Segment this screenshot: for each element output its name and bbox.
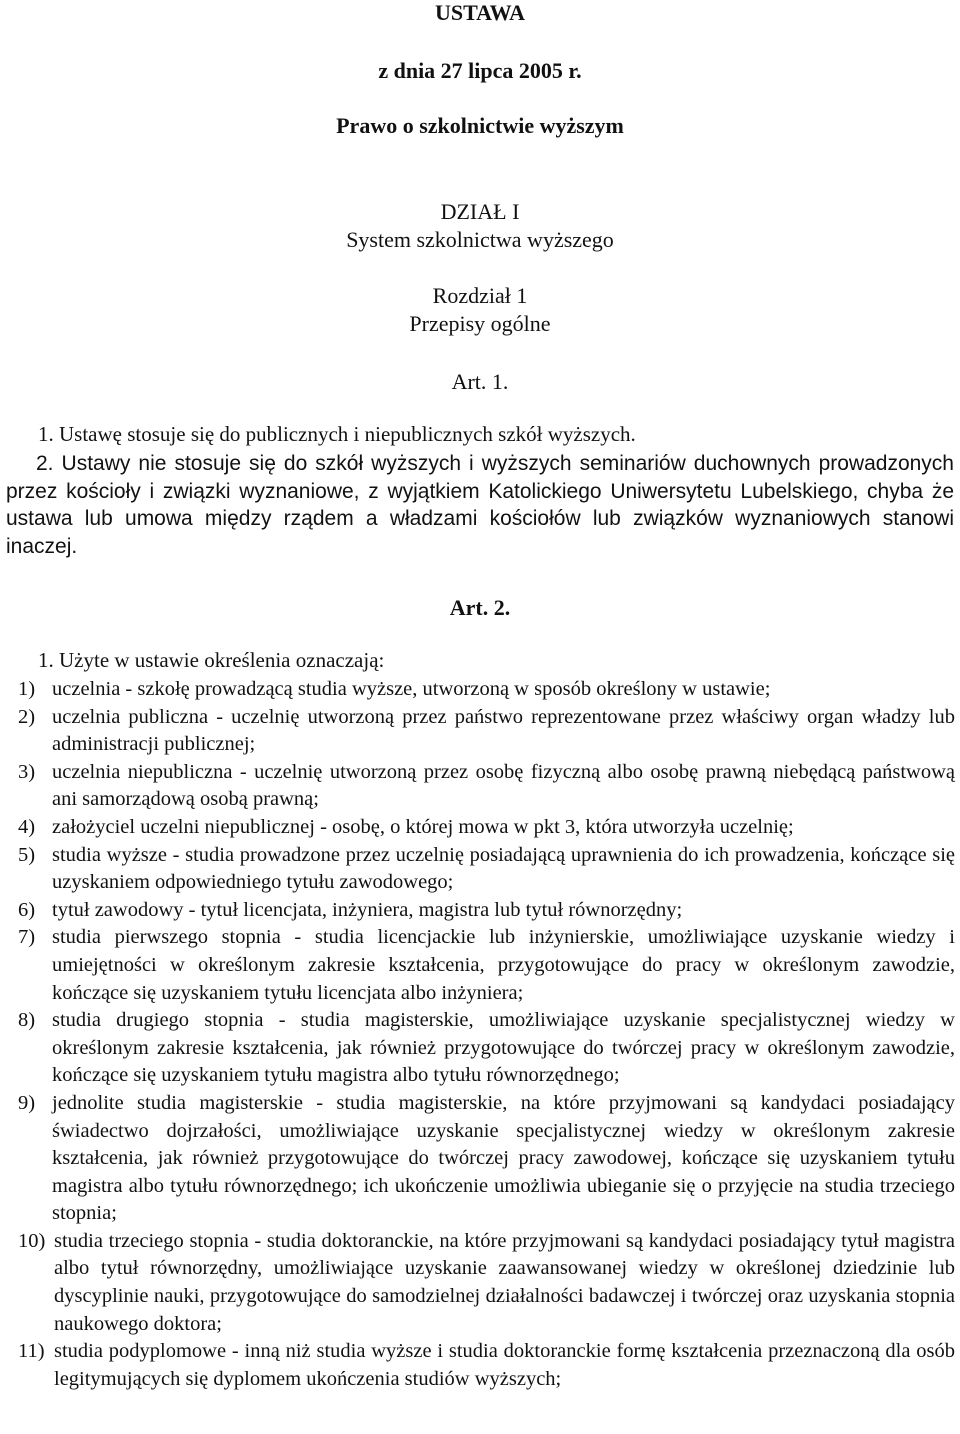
item-text: uczelnia publiczna - uczelnię utworzoną przez państwo reprezentowane przez właściwy organ władzy lub administracji publicznej; bbox=[52, 705, 955, 756]
item-number: 11) bbox=[18, 1340, 45, 1363]
definitions-list bbox=[18, 676, 955, 1393]
division-title: System szkolnictwa wyższego bbox=[346, 227, 614, 252]
article-1-heading: Art. 1. bbox=[451, 369, 509, 394]
item-number: 9) bbox=[18, 1091, 36, 1114]
act-name: Prawo o szkolnictwie wyższym bbox=[336, 113, 624, 138]
definition-item bbox=[18, 759, 955, 814]
definition-item bbox=[18, 1228, 955, 1338]
item-text: uczelnia niepubliczna - uczelnię utworzoną przez osobę fizyczną albo osobę prawną niebędącą państwową ani samorządową osobą prawną; bbox=[52, 760, 955, 811]
item-text: studia drugiego stopnia - studia magisterskie, umożliwiające uzyskanie specjalistycznej wiedzy w określonym zakresie kształcenia, jak również przygotowujące do twórczej pracy w określonym zawodzie, kończące się uzyskaniem tytułu magistra albo tytułu równorzędnego; bbox=[52, 1009, 955, 1087]
item-number: 5) bbox=[18, 843, 36, 866]
item-number: 8) bbox=[18, 1009, 36, 1032]
item-text: studia pierwszego stopnia - studia licencjackie lub inżynierskie, umożliwiające uzyskanie wiedzy i umiejętności w określonym zakresie kształcenia, przygotowujące do pracy w określonym zawodzie, kończące się uzyskaniem tytułu licencjata albo inżyniera; bbox=[52, 926, 955, 1004]
definition-item bbox=[18, 1338, 955, 1393]
definition-item bbox=[18, 704, 955, 759]
document-date: z dnia 27 lipca 2005 r. bbox=[378, 58, 582, 83]
article-2-intro: 1. Użyte w ustawie określenia oznaczają: bbox=[38, 648, 385, 672]
chapter-heading: Rozdział 1 bbox=[432, 283, 528, 308]
definition-item bbox=[18, 676, 955, 704]
article-1-paragraph-2: 2. Ustawy nie stosuje się do szkół wyższych i wyższych seminariów duchownych prowadzonych przez kościoły i związki wyznaniowe, z wyjątkiem Katolickiego Uniwersytetu Lubelskiego, chyba że ustawa lub umowa między rządem a władzami kościołów lub związków wyznaniowych stanowi inaczej. bbox=[6, 452, 954, 558]
item-text: założyciel uczelni niepublicznej - osobę, o której mowa w pkt 3, która utworzyła uczelnię; bbox=[52, 815, 794, 838]
division-heading: DZIAŁ I bbox=[440, 199, 520, 224]
item-text: jednolite studia magisterskie - studia magisterskie, na które przyjmowani są kandydaci posiadający świadectwo dojrzałości, umożliwiające uzyskanie specjalistycznej wiedzy w określonym zakresie kształcenia, jak również przygotowujące do twórczej pracy zawodowej, kończące się uzyskaniem tytułu magistra albo tytułu równorzędnego; ich ukończenie umożliwia ubieganie się o przyjęcie na studia trzeciego stopnia; bbox=[52, 1091, 955, 1225]
item-text: studia trzeciego stopnia - studia doktoranckie, na które przyjmowani są kandydaci posiadający tytuł magistra albo tytuł równorzędny, umożliwiające uzyskanie zaawansowanej wiedzy w określonej dziedzinie lub dyscyplinie nauki, przygotowujące do samodzielnej działalności badawczej i twórczej oraz uzyskania stopnia naukowego doktora; bbox=[54, 1229, 955, 1335]
item-number: 3) bbox=[18, 760, 36, 783]
item-text: tytuł zawodowy - tytuł licencjata, inżyniera, magistra lub tytuł równorzędny; bbox=[52, 898, 683, 921]
item-number: 7) bbox=[18, 926, 36, 949]
definition-item bbox=[18, 1007, 955, 1090]
item-text: studia podyplomowe - inną niż studia wyższe i studia doktoranckie formę kształcenia przeznaczoną dla osób legitymujących się dyplomem ukończenia studiów wyższych; bbox=[54, 1340, 955, 1390]
document-title: USTAWA bbox=[434, 0, 526, 25]
definition-item bbox=[18, 814, 955, 842]
item-number: 2) bbox=[18, 705, 36, 728]
definition-item bbox=[18, 924, 955, 1007]
item-number: 4) bbox=[18, 815, 36, 838]
article-1-paragraph-1: 1. Ustawę stosuje się do publicznych i niepublicznych szkół wyższych. bbox=[38, 422, 636, 446]
item-number: 1) bbox=[18, 678, 36, 700]
definition-item bbox=[18, 1090, 955, 1228]
item-text: studia wyższe - studia prowadzone przez uczelnię posiadającą uprawnienia do ich prowadzenia, kończące się uzyskaniem odpowiedniego tytułu zawodowego; bbox=[52, 843, 955, 894]
item-text: uczelnia - szkołę prowadzącą studia wyższe, utworzoną w sposób określony w ustawie; bbox=[52, 678, 771, 700]
item-number: 10) bbox=[18, 1229, 46, 1252]
chapter-title: Przepisy ogólne bbox=[409, 311, 551, 336]
definition-item bbox=[18, 897, 955, 925]
item-number: 6) bbox=[18, 898, 36, 921]
definition-item bbox=[18, 842, 955, 897]
article-2-heading: Art. 2. bbox=[449, 595, 511, 620]
